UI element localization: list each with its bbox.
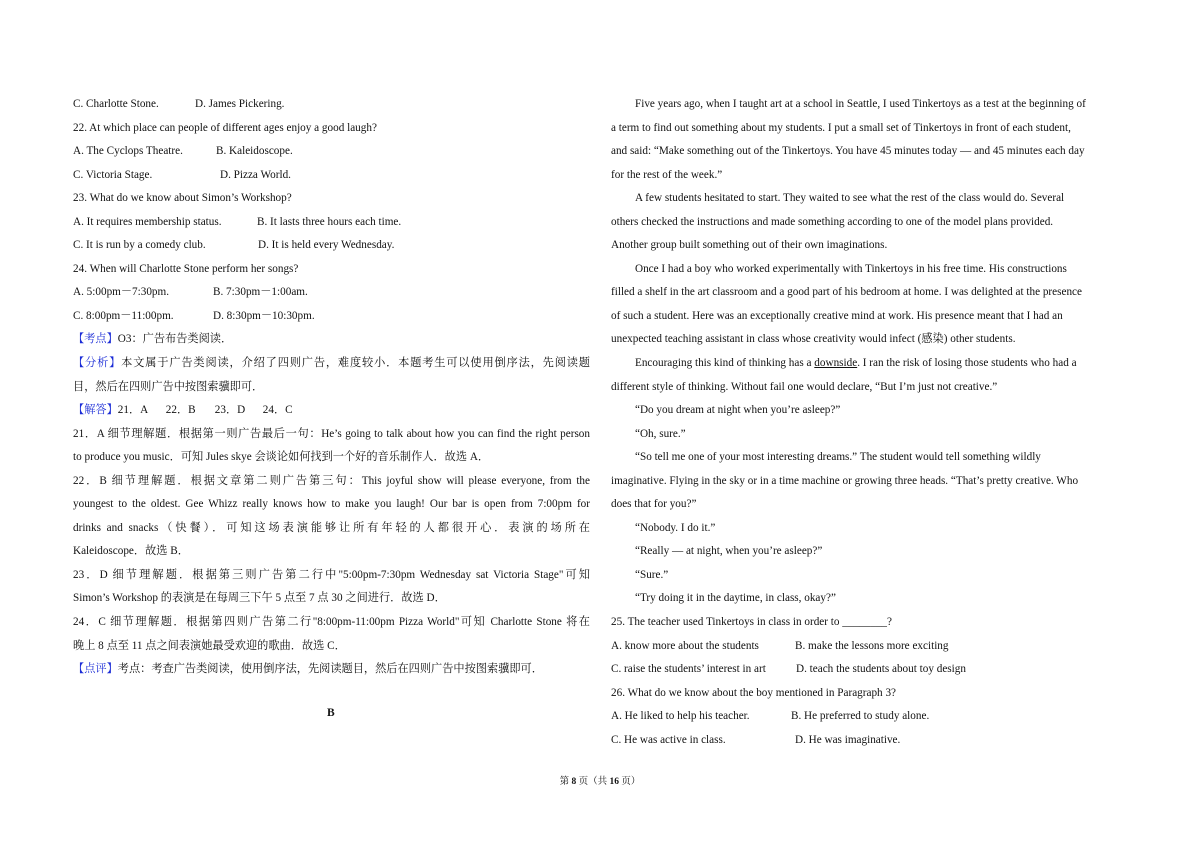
- exp24-line-2: 晚上 8 点至 11 点之间表演她最受欢迎的歌曲．故选 C．: [73, 639, 346, 652]
- answer-22: 22．B: [165, 404, 196, 417]
- q23-options-cd: [73, 234, 590, 258]
- p2-line-2: others checked the instructions and made something according to one of the model plans provided.: [611, 215, 1054, 228]
- q21-options-cd: [73, 93, 590, 117]
- dialogue-3: “Nobody. I do it.”: [635, 521, 716, 534]
- q25-options-cd: [611, 658, 1127, 682]
- dianping-text: 考点：考查广告类阅读，使用倒序法，先阅读题目，然后在四则广告中按图索骥即可．: [117, 663, 543, 676]
- footer-suffix: 页）: [619, 777, 641, 787]
- fenxi-line-1: [73, 352, 590, 376]
- option-d: D. It is held every Wednesday.: [258, 239, 395, 252]
- p3-line-4: unexpected teaching assistant in class whose creativity would infect (感染) other students.: [611, 333, 1016, 346]
- page-footer: [0, 773, 1200, 787]
- option-b: B. make the lessons more exciting: [795, 639, 949, 652]
- exp22-line-4: Kaleidoscope．故选 B．: [73, 545, 189, 558]
- dialogue-4: “Really — at night, when you’re asleep?”: [635, 545, 823, 558]
- dialogue-1: “Do you dream at night when you’re asleep?”: [635, 404, 841, 417]
- option-c: C. Charlotte Stone.: [73, 98, 159, 110]
- p4-text-post: . I ran the risk of losing those students who had a: [857, 357, 1077, 370]
- kaodian-tag: 【考点】: [73, 333, 118, 346]
- jieda-line: [73, 399, 590, 423]
- jieda-tag: 【解答】: [73, 404, 118, 417]
- option-c: C. He was active in class.: [611, 733, 726, 746]
- option-d: D. teach the students about toy design: [796, 663, 966, 676]
- fenxi-tag: 【分析】: [73, 357, 122, 370]
- q24-options-cd: [73, 305, 590, 329]
- exp22-line-2: youngest to the oldest. Gee Whizz really knows how to make you laugh! Our bar is open from 7:00pm for: [73, 498, 590, 511]
- option-a: A. He liked to help his teacher.: [611, 710, 750, 723]
- q24-options-ab: [73, 281, 590, 305]
- q22-options-cd: [73, 164, 590, 188]
- p1-line-3: and said: “Make something out of the Tinkertoys. You have 45 minutes today — and 45 minutes each day: [611, 145, 1085, 158]
- option-a: A. It requires membership status.: [73, 215, 222, 228]
- fenxi-text: 本文属于广告类阅读，介绍了四则广告，难度较小．本题考生可以使用倒序法，先阅读题: [121, 357, 590, 370]
- q22-options-ab: [73, 140, 590, 164]
- option-b: B. It lasts three hours each time.: [257, 215, 402, 228]
- fenxi-line-2: 目，然后在四则广告中按图索骥即可．: [73, 380, 264, 393]
- option-c: C. raise the students’ interest in art: [611, 663, 766, 676]
- exp22-line-3: drinks and snacks（快餐）．可知这场表演能够让所有年轻的人都很开心．表演的场所在: [73, 521, 590, 534]
- p1-line-1: Five years ago, when I taught art at a school in Seattle, I used Tinkertoys as a test at the beginning of: [635, 98, 1086, 110]
- p3-line-2: filled a shelf in the art classroom and a good part of his bedroom at home. I was delighted at the presence: [611, 286, 1082, 299]
- q25-options-ab: [611, 635, 1127, 659]
- exp23-line-2: Simon’s Workshop 的表演是在每周三下午 5 点至 7 点 30 之间进行．故选 D．: [73, 592, 446, 605]
- section-heading-b: B: [327, 707, 335, 719]
- p5-line-3: does that for you?”: [611, 498, 697, 511]
- option-d: D. James Pickering.: [195, 98, 285, 110]
- q26-stem: 26. What do we know about the boy mentioned in Paragraph 3?: [611, 686, 897, 699]
- exp22-line-1: 22．B 细节理解题．根据文章第二则广告第三句：This joyful show will please everyone, from the: [73, 474, 590, 487]
- option-d: D. 8:30pm－10:30pm.: [213, 309, 315, 322]
- q26-options-ab: [611, 705, 1127, 729]
- exp23-line-1: 23．D 细节理解题．根据第三则广告第二行中"5:00pm-7:30pm Wednesday sat Victoria Stage"可知: [73, 568, 590, 581]
- option-c: C. It is run by a comedy club.: [73, 239, 206, 252]
- option-c: C. 8:00pm－11:00pm.: [73, 309, 174, 322]
- page-number: 8: [571, 777, 577, 787]
- option-b: B. Kaleidoscope.: [216, 145, 293, 158]
- p4-text-pre: Encouraging this kind of thinking has a: [635, 357, 815, 370]
- p1-line-4: for the rest of the week.”: [611, 168, 723, 181]
- exp21-line-2: to produce you music．可知 Jules skye 会谈论如何找到一个好的音乐制作人．故选 A．: [73, 451, 490, 464]
- p5-line-1: “So tell me one of your most interesting dreams.” The student would tell something wildly: [635, 451, 1041, 464]
- p3-line-1: Once I had a boy who worked experimentally with Tinkertoys in his free time. His constructions: [635, 262, 1067, 275]
- option-a: A. 5:00pm－7:30pm.: [73, 286, 170, 299]
- dialogue-5: “Sure.”: [635, 568, 669, 581]
- option-d: D. He was imaginative.: [795, 733, 901, 746]
- option-b: B. 7:30pm－1:00am.: [213, 286, 308, 299]
- dianping-tag: 【点评】: [73, 663, 118, 676]
- p4-line-2: different style of thinking. Without fail one would declare, “But I’m just not creative.”: [611, 380, 998, 393]
- dianping-line: [73, 658, 590, 682]
- p2-line-1: A few students hesitated to start. They waited to see what the rest of the class would do. Several: [635, 192, 1065, 205]
- option-a: A. know more about the students: [611, 639, 759, 652]
- underlined-word: downside: [814, 357, 858, 370]
- option-d: D. Pizza World.: [220, 168, 291, 181]
- kaodian-text: O3：广告布告类阅读．: [117, 333, 233, 346]
- q26-options-cd: [611, 729, 1127, 753]
- q23-stem: 23. What do we know about Simon’s Workshop?: [73, 192, 292, 205]
- dialogue-2: “Oh, sure.”: [635, 427, 686, 440]
- q22-stem: 22. At which place can people of different ages enjoy a good laugh?: [73, 121, 377, 134]
- answer-21: 21．A: [117, 404, 149, 417]
- exp24-line-1: 24．C 细节理解题．根据第四则广告第二行"8:00pm-11:00pm Pizza World"可知 Charlotte Stone 将在: [73, 616, 590, 629]
- option-c: C. Victoria Stage.: [73, 168, 153, 181]
- p2-line-3: Another group built something out of their own imaginations.: [611, 239, 888, 252]
- exp21-line-1: 21．A 细节理解题．根据第一则广告最后一句：He’s going to talk about how you can find the right person: [73, 427, 590, 440]
- answer-24: 24．C: [262, 404, 293, 417]
- kaodian-line: [73, 328, 590, 352]
- q23-options-ab: [73, 211, 590, 235]
- answer-23: 23．D: [214, 404, 246, 417]
- footer-middle: 页（共: [576, 777, 610, 787]
- option-a: A. The Cyclops Theatre.: [73, 145, 183, 158]
- footer-prefix: 第: [559, 777, 572, 787]
- p5-line-2: imaginative. Flying in the sky or in a time machine or growing three heads. “That’s pretty creative. Who: [611, 474, 1079, 487]
- option-b: B. He preferred to study alone.: [791, 710, 930, 723]
- p3-line-3: of such a student. Here was an exceptionally creative mind at work. His presence meant that I had an: [611, 309, 1063, 322]
- right-column: [611, 93, 1127, 752]
- page-total: 16: [609, 777, 619, 787]
- p1-line-2: a term to find out something about my students. I put a small set of Tinkertoys in front of each student,: [611, 121, 1071, 134]
- p4-line-1: [611, 352, 1127, 376]
- q24-stem: 24. When will Charlotte Stone perform her songs?: [73, 262, 299, 275]
- dialogue-6: “Try doing it in the daytime, in class, okay?”: [635, 592, 836, 605]
- left-column: [73, 93, 590, 682]
- q25-stem: 25. The teacher used Tinkertoys in class in order to ________?: [611, 616, 892, 629]
